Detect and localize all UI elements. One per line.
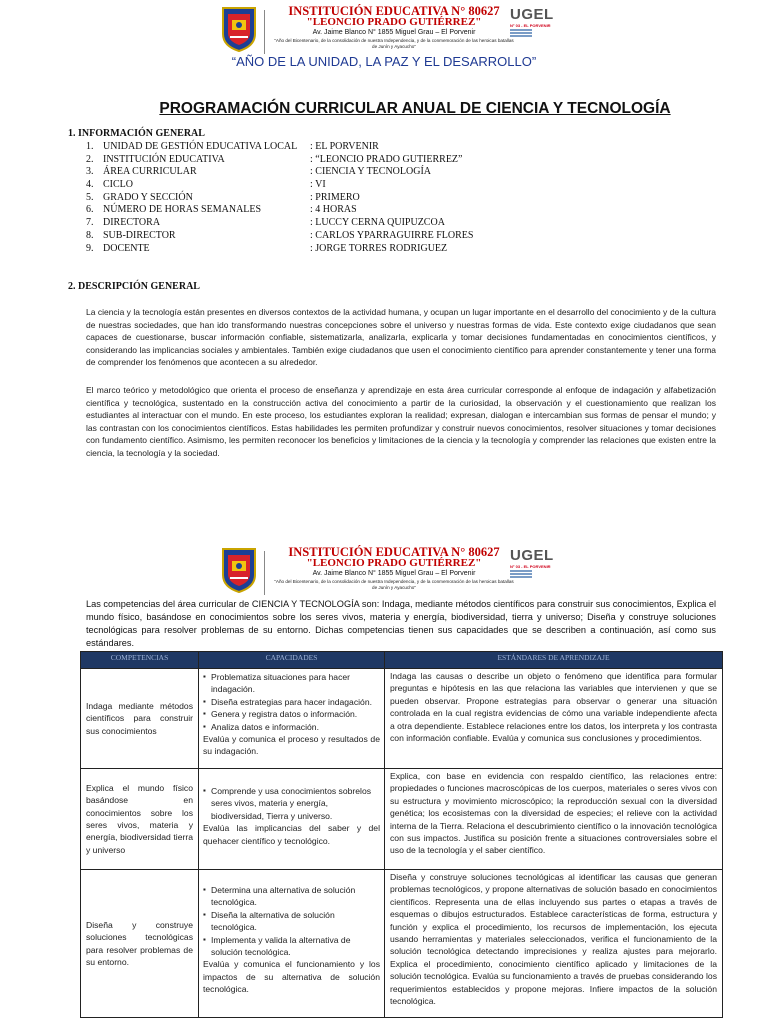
info-row bbox=[86, 243, 686, 256]
capacidad-item: ▪ Genera y registra datos o información. bbox=[203, 708, 380, 720]
table-row bbox=[81, 769, 723, 870]
info-label: GRADO Y SECCIÓN bbox=[103, 191, 193, 203]
ugel-lines-icon bbox=[510, 29, 560, 37]
table-row bbox=[81, 870, 723, 1018]
school-subname: "LEONCIO PRADO GUTIÉRREZ" bbox=[306, 557, 482, 569]
info-row bbox=[86, 141, 686, 154]
info-value: : VI bbox=[310, 179, 326, 191]
info-list bbox=[86, 141, 686, 255]
info-row bbox=[86, 154, 686, 167]
info-value: : “LEONCIO PRADO GUTIERREZ” bbox=[310, 153, 463, 165]
column-header-competencias: COMPETENCIAS bbox=[81, 652, 199, 669]
capacidad-item: ▪ Determina una alternativa de solución tecnológica. bbox=[203, 884, 380, 909]
info-label: UNIDAD DE GESTIÓN EDUCATIVA LOCAL bbox=[103, 141, 298, 152]
description-paragraph-1: La ciencia y la tecnología están presentes en diversos contextos de la actividad humana, y ocupan un lugar importante en el desarrollo del conocimiento y de la cultura de nuestras sociedades, que han ido transformando nuestras concepciones sobre el universo y nuestras formas de vida. Este contexto exige ciudadanos que sean capaces de cuestionarse, buscar información confiable, sistematizarla, analizarla, explicarla y tomar decisiones fundamentadas en conocimientos científicos, y considerando las implicancias sociales y ambientales. También exige ciudadanos que usen el conocimiento científico para aprender constantemente y tener una forma de comprender los fenómenos que acontecen a su alrededor. bbox=[86, 307, 716, 367]
school-crest-icon bbox=[220, 6, 258, 52]
capacidades-list bbox=[203, 671, 380, 733]
info-number: 3. bbox=[86, 166, 94, 178]
section-heading-info: 1. INFORMACIÓN GENERAL bbox=[68, 128, 205, 139]
section-heading-description: 2. DESCRIPCIÓN GENERAL bbox=[68, 281, 200, 292]
info-label: INSTITUCIÓN EDUCATIVA bbox=[103, 153, 225, 165]
table-row bbox=[81, 669, 723, 769]
competencias-intro: Las competencias del área curricular de CIENCIA Y TECNOLOGÍA son: Indaga, mediante métodos científicos para construir sus conocimientos, Explica el mundo físico, basándose en conocimientos sobre los seres vivos, materia y energía, biodiversidad, tierra y universo; Diseña y construye soluciones tecnológicas para resolver problemas de su entorno. Dichas competencias tienen sus capacidades que se describen a continuación, así como sus estándares. bbox=[86, 599, 716, 648]
info-number: 2. bbox=[86, 153, 94, 165]
info-row bbox=[86, 179, 686, 192]
info-row bbox=[86, 204, 686, 217]
capacidades-list bbox=[203, 884, 380, 958]
capacidad-item: ▪ Analiza datos e información. bbox=[203, 721, 380, 733]
school-subname: "LEONCIO PRADO GUTIÉRREZ" bbox=[306, 16, 482, 28]
competencia-cell: Diseña y construye soluciones tecnológicas para resolver problemas de su entorno. bbox=[81, 870, 199, 1018]
column-header-capacidades: CAPACIDADES bbox=[199, 652, 385, 669]
description-paragraph-2: El marco teórico y metodológico que orienta el proceso de enseñanza y aprendizaje en esta área curricular corresponde al enfoque de indagación y alfabetización científica y tecnológica, sustentado en la construcción activa del conocimiento a partir de la curiosidad, la observación y el cuestionamiento que realizan los estudiantes al interactuar con el mundo. En este proceso, los estudiantes exploran la realidad; expresan, dialogan e intercambian sus formas de pensar el mundo; y las contrastan con los conocimientos científicos. Estas habilidades les permiten profundizar y construir nuevos conocimientos, resolver situaciones y tomar decisiones con fundamento científico. Asimismo, les permiten reconocer los beneficios y limitaciones de la ciencia y la tecnología y comprender las relaciones que existen entre la ciencia, la tecnología y la sociedad. bbox=[86, 385, 716, 458]
competencia-cell: Indaga mediante métodos científicos para construir sus conocimientos bbox=[81, 669, 199, 769]
info-label: CICLO bbox=[103, 179, 133, 191]
info-number: 6. bbox=[86, 204, 94, 216]
capacidades-cell bbox=[199, 669, 385, 769]
ugel-lines-icon bbox=[510, 570, 560, 578]
header-motto: "Año del Bicentenario, de la consolidación de nuestra Independencia, y de la conmemoración de las heroicas batallas de Junín y Ayacucho" bbox=[274, 579, 514, 590]
ugel-logo bbox=[510, 547, 560, 595]
info-value: : EL PORVENIR bbox=[310, 141, 379, 152]
school-address: Av. Jaime Blanco N° 1855 Miguel Grau – El Porvenir bbox=[312, 570, 476, 577]
ugel-logo bbox=[510, 6, 560, 54]
ugel-subtitle: N° 03 - EL PORVENIR bbox=[510, 564, 551, 569]
info-row bbox=[86, 217, 686, 230]
capacidad-item: ▪ Diseña estrategias para hacer indagación. bbox=[203, 696, 380, 708]
capacidad-evaluacion: Evalúa las implicancias del saber y del quehacer científico y tecnológico. bbox=[203, 823, 380, 846]
info-row bbox=[86, 192, 686, 205]
competencias-table bbox=[80, 651, 723, 1018]
info-label: DOCENTE bbox=[103, 242, 150, 254]
info-value: : 4 HORAS bbox=[310, 204, 357, 216]
capacidad-item: ▪ Comprende y usa conocimientos sobrelos seres vivos, materia y energía, biodiversidad, Tierra y universo. bbox=[203, 785, 380, 822]
estandar-cell: Diseña y construye soluciones tecnológicas al identificar las causas que generan problemas tecnológicos, y propone alternativas de solución basado en conocimientos científicos. Representa una de ellas incluyendo sus partes o etapas a través de esquemas o dibujos estructurados. Establece características de forma, estructura y función y explica el procedimiento, los recursos de implementación, los ejecuta usando herramientas y materiales seleccionados, verifica el funcionamiento de la solución tecnológica detectando imprecisiones y realiza ajustes para mejorarlo. Explica el procedimiento, conocimiento científico aplicado y limitaciones de la solución tecnológica. Evalúa su funcionamiento a través de pruebas considerando los requerimientos establecidos y propone mejoras. Infiere impactos de la solución tecnológica. bbox=[385, 870, 723, 1018]
header-motto: "Año del Bicentenario, de la consolidación de nuestra Independencia, y de la conmemoración de las heroicas batallas de Junín y Ayacucho" bbox=[274, 38, 514, 49]
school-crest-icon bbox=[220, 547, 258, 593]
info-value: : CARLOS YPARRAGUIRRE FLORES bbox=[310, 229, 474, 241]
info-value: : PRIMERO bbox=[310, 191, 360, 203]
capacidad-item: ▪ Implementa y valida la alternativa de solución tecnológica. bbox=[203, 934, 380, 959]
info-row bbox=[86, 230, 686, 243]
capacidad-item: ▪ Diseña la alternativa de solución tecnológica. bbox=[203, 909, 380, 934]
info-number: 4. bbox=[86, 179, 94, 191]
estandar-cell: Explica, con base en evidencia con respaldo científico, las relaciones entre: propiedades o funciones macroscópicas de los cuerpos, materiales o seres vivos con su estructura y movimiento microscópico; la reproducción sexual con la diversidad genética; los ecosistemas con la diversidad de especies; el relieve con la actividad interna de la Tierra. Relaciona el descubrimiento científico o la innovación tecnológica con sus impactos. Justifica su posición frente a situaciones controversiales sobre el uso de la tecnología y el saber científico. bbox=[385, 769, 723, 870]
info-label: DIRECTORA bbox=[103, 217, 161, 229]
info-row bbox=[86, 166, 686, 179]
info-number: 1. bbox=[86, 141, 94, 152]
info-value: : JORGE TORRES RODRIGUEZ bbox=[310, 242, 448, 254]
ugel-logo-text: UGEL bbox=[510, 6, 554, 23]
capacidad-evaluacion: Evalúa y comunica el proceso y resultados de su indagación. bbox=[203, 734, 380, 757]
capacidades-cell bbox=[199, 769, 385, 870]
column-header-estandares: ESTÁNDARES DE APRENDIZAJE bbox=[385, 652, 723, 669]
info-label: SUB-DIRECTOR bbox=[103, 229, 176, 241]
capacidades-cell bbox=[199, 870, 385, 1018]
capacidad-evaluacion: Evalúa y comunica el funcionamiento y los impactos de su alternativa de solución tecnológica. bbox=[203, 959, 380, 995]
info-number: 5. bbox=[86, 191, 94, 203]
info-value: : LUCCY CERNA QUIPUZCOA bbox=[310, 217, 445, 229]
estandar-cell: Indaga las causas o describe un objeto o fenómeno que identifica para formular preguntas e hipótesis en las que relaciona las variables que intervienen y que se pueden observar. Propone estrategias para observar o generar una situación controlada en la cual registra evidencias de cómo una variable independiente afecta a otra dependiente. Establece relaciones entre los datos, los interpreta y los contrasta con información confiable. Evalúa y comunica sus conclusiones y procedimientos. bbox=[385, 669, 723, 769]
info-label: NÚMERO DE HORAS SEMANALES bbox=[103, 204, 262, 216]
school-name: INSTITUCIÓN EDUCATIVA N° 80627 bbox=[288, 4, 500, 18]
info-number: 9. bbox=[86, 242, 94, 254]
table-header-row bbox=[81, 652, 723, 669]
info-label: ÁREA CURRICULAR bbox=[103, 166, 197, 178]
ugel-subtitle: N° 03 - EL PORVENIR bbox=[510, 23, 551, 28]
info-value: : CIENCIA Y TECNOLOGÍA bbox=[310, 166, 432, 178]
capacidad-item: ▪ Problematiza situaciones para hacer indagación. bbox=[203, 671, 380, 696]
letterhead-second-page bbox=[216, 545, 556, 601]
school-name: INSTITUCIÓN EDUCATIVA N° 80627 bbox=[288, 545, 500, 559]
capacidades-list bbox=[203, 785, 380, 822]
page-title: PROGRAMACIÓN CURRICULAR ANUAL DE CIENCIA Y TECNOLOGÍA bbox=[159, 100, 671, 117]
school-address: Av. Jaime Blanco N° 1855 Miguel Grau – El Porvenir bbox=[312, 29, 476, 36]
info-number: 7. bbox=[86, 217, 94, 229]
info-number: 8. bbox=[86, 229, 94, 241]
ugel-logo-text: UGEL bbox=[510, 547, 554, 564]
competencia-cell: Explica el mundo físico basándose en conocimientos sobre los seres vivos, materia y energía, biodiversidad tierra y universo bbox=[81, 769, 199, 870]
header-divider bbox=[264, 551, 265, 595]
letterhead-top bbox=[216, 4, 556, 60]
year-motto: “AÑO DE LA UNIDAD, LA PAZ Y EL DESARROLLO” bbox=[231, 54, 537, 69]
header-divider bbox=[264, 10, 265, 54]
